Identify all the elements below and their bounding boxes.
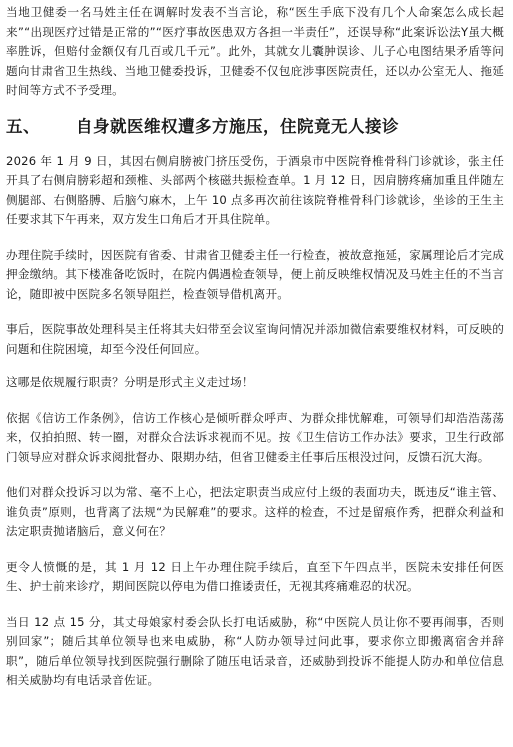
paragraph-regulation-citation: 依据《信访工作条例》，信访工作核心是倾听群众呼声、为群众排忧解难，可领导们却浩浩荡荡来，仅拍拍照、转一圈，对群众合法诉求视而不见。按《卫生信访工作办法》要求，卫生行政部门领导应对群众诉求阅批督办、限期办结，但省卫健委主任事后压根没过问，反馈石沉大海。 bbox=[6, 410, 504, 464]
paragraph-no-treatment: 更令人愤慨的是，其 1 月 12 日上午办理住院手续后，直至下午四点半，医院未安排任何医生、护士前来诊疗，期间医院以停电为借口推诿责任，无视其疼痛难忍的状况。 bbox=[6, 559, 504, 593]
paragraph-criticism: 他们对群众投诉习以为常、毫不上心，把法定职责当成应付上级的表面功夫，既违反“谁主管、谁负责”原则，也背离了法规“为民解难”的要求。这样的检查，不过是留痕作秀，把群众利益和法定职责抛诸脑后，意义何在？ bbox=[6, 485, 504, 538]
section-title: 自身就医维权遭多方施压，住院竟无人接诊 bbox=[76, 116, 399, 136]
paragraph-no-response: 事后，医院事故处理科吴主任将其夫妇带至会议室询问情况并添加微信索要维权材料，可反映的问题和住院困境，却至今没任何回应。 bbox=[6, 322, 504, 356]
document-page bbox=[0, 3, 513, 747]
paragraph-injury-visit: 2026 年 1 月 9 日，其因右侧肩膀被门挤压受伤，于酒泉市中医院脊椎骨科门诊就诊，张主任开具了右侧肩膀彩超和颈椎、头部两个核磁共振检查单。1 月 12 日，因肩膀疼痛加重且伴随左侧腿部、右侧胳膊、后脑勺麻木，上午 10 点多再次前往该院脊椎骨科门诊就诊，坐诊的王生主任要求其下午再来，双方发生口角后才开具住院单。 bbox=[6, 153, 504, 226]
paragraph-admission-delay: 办理住院手续时，因医院有省委、甘肃省卫健委主任一行检查，被故意拖延，家属理论后才完成押金缴纳。其下楼准备吃饭时，在院内偶遇检查领导，便上前反映维权情况及马姓主任的不当言论，随即被中医院多名领导阻拦，检查领导借机离开。 bbox=[6, 247, 504, 301]
paragraph-rhetorical-question: 这哪是依规履行职责？分明是形式主义走过场！ bbox=[6, 375, 254, 389]
paragraph-threats: 当日 12 点 15 分，其丈母娘家村委会队长打电话威胁，称“中医院人员让你不要再闹事，否则别回家”；随后其单位领导也来电威胁，称“人防办领导过问此事，要求你立即搬离宿舍并辞职”，随后单位领导找到医院强行删除了随压电话录音，还威胁到投诉不能提人防办和单位信息相关威胁均有电话录音佐证。 bbox=[6, 614, 504, 687]
paragraph-local-health-commission: 当地卫健委一名马姓主任在调解时发表不当言论，称“医生手底下没有几个人命案怎么成长起来”“出现医疗过错是正常的”“医疗事故医患双方各担一半责任”，还误导称“此案诉讼法Y虽大概率胜诉，但赔付金额仅有几百或几千元”。此外，其就女儿囊肿误诊、儿子心电图结果矛盾等问题向甘肃省卫生热线、当地卫健委投诉，卫健委不仅包庇涉事医院责任，还以办公室无人、拖延时间等方式不予受理。 bbox=[6, 5, 504, 97]
section-heading bbox=[6, 115, 504, 139]
section-number: 五、 bbox=[6, 116, 40, 136]
